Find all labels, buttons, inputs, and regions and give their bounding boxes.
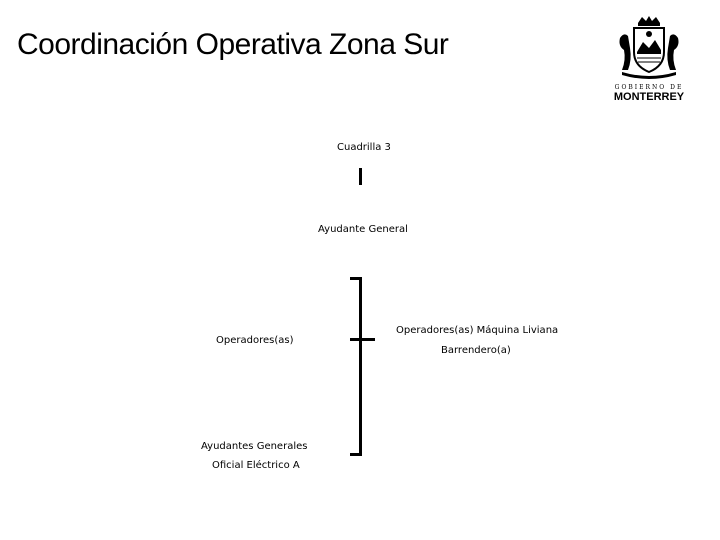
- node-oficial-electrico: Oficial Eléctrico A: [212, 460, 300, 471]
- connector-vertical: [359, 277, 362, 456]
- connector-bottom-cap: [350, 453, 362, 456]
- coat-of-arms-icon: [608, 14, 690, 82]
- logo-text-monterrey: MONTERREY: [613, 91, 685, 103]
- logo-text-gobierno: GOBIERNO DE: [614, 84, 684, 91]
- node-cuadrilla: Cuadrilla 3: [337, 142, 391, 153]
- node-operadores-maquina: Operadores(as) Máquina Liviana: [396, 325, 559, 336]
- node-barrendero: Barrendero(a): [441, 345, 511, 356]
- node-ayudante-general: Ayudante General: [318, 224, 408, 235]
- connector-middle: [350, 338, 375, 341]
- monterrey-logo: [608, 14, 690, 106]
- page-title: Coordinación Operativa Zona Sur: [17, 28, 449, 61]
- node-operadores: Operadores(as): [216, 335, 294, 346]
- node-ayudantes-generales: Ayudantes Generales: [201, 441, 308, 452]
- connector-top-cap: [350, 277, 362, 280]
- connector-root: [359, 168, 362, 185]
